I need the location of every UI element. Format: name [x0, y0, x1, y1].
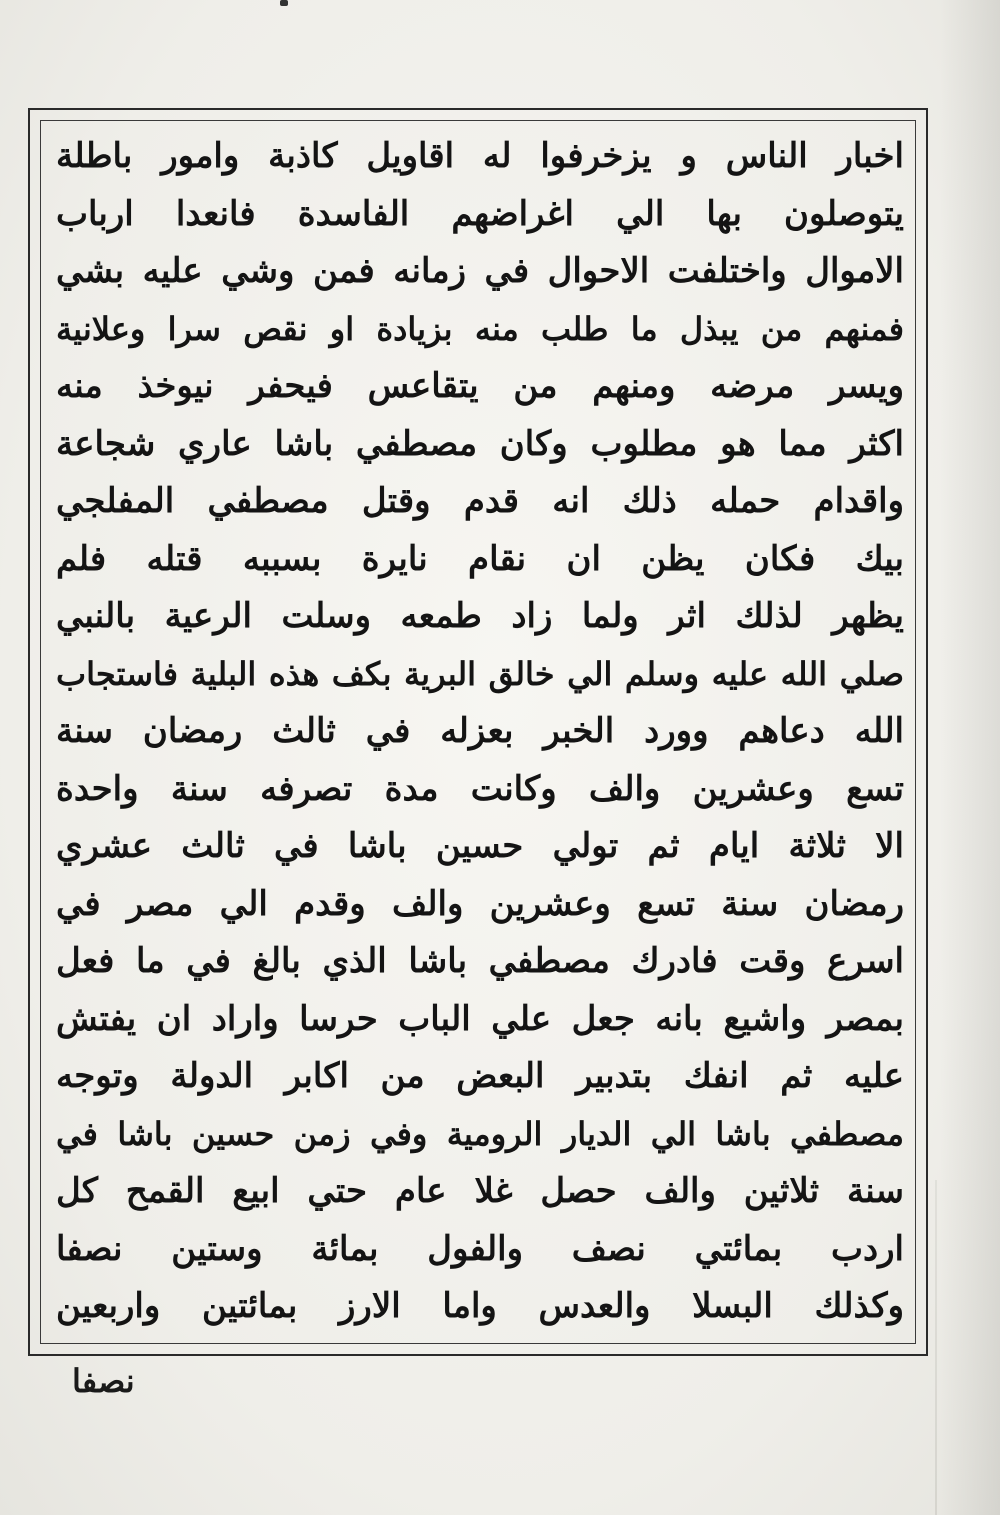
text-line: فمنهم من يبذل ما طلب منه بزيادة او نقص سرا وعلانية — [56, 309, 904, 348]
text-line: وكذلك البسلا والعدس واما الارز بمائتين واربعين — [56, 1286, 904, 1326]
text-line: اكثر مما هو مطلوب وكان مصطفي باشا عاري شجاعة — [56, 423, 904, 464]
text-line: مصطفي باشا الي الديار الرومية وفي زمن حسين باشا في — [56, 1114, 904, 1153]
text-line: تسع وعشرين والف وكانت مدة تصرفه سنة واحدة — [56, 768, 904, 809]
text-line: اردب بمائتي نصف والفول بمائة وستين نصفا — [56, 1228, 904, 1269]
text-line: يتوصلون بها الي اغراضهم الفاسدة فانعدا ارباب — [56, 193, 904, 234]
manuscript-text-block — [56, 128, 904, 1338]
page-fold — [935, 1180, 937, 1515]
text-line: سنة ثلاثين والف حصل غلا عام حتي ابيع القمح كل — [56, 1171, 904, 1211]
text-line: اخبار الناس و يزخرفوا له اقاويل كاذبة وامور باطلة — [56, 136, 904, 176]
ink-mark — [280, 0, 288, 6]
page-edge-shadow — [940, 0, 1000, 1515]
text-line: اسرع وقت فادرك مصطفي باشا الذي بالغ في ما فعل — [56, 941, 904, 981]
text-line: بمصر واشيع بانه جعل علي الباب حرسا واراد ان يفتش — [56, 998, 904, 1039]
text-line: بيك فكان يظن ان نقام نايرة بسببه قتله فلم — [56, 538, 904, 579]
text-line: صلي الله عليه وسلم الي خالق البرية بكف هذه البلية فاستجاب — [56, 654, 904, 693]
text-line: الله دعاهم وورد الخبر بعزله في ثالث رمضان سنة — [56, 711, 904, 751]
text-line: ويسر مرضه ومنهم من يتقاعس فيحفر نيوخذ منه — [56, 366, 904, 406]
text-line: واقدام حمله ذلك انه قدم وقتل مصطفي المفلجي — [56, 481, 904, 521]
text-line: يظهر لذلك اثر ولما زاد طمعه وسلت الرعية بالنبي — [56, 596, 904, 636]
text-line: الاموال واختلفت الاحوال في زمانه فمن وشي عليه بشي — [56, 251, 904, 291]
text-line: عليه ثم انفك بتدبير البعض من اكابر الدولة وتوجه — [56, 1056, 904, 1096]
text-line: رمضان سنة تسع وعشرين والف وقدم الي مصر في — [56, 883, 904, 924]
catchword: نصفا — [72, 1362, 135, 1400]
text-line: الا ثلاثة ايام ثم تولي حسين باشا في ثالث عشري — [56, 826, 904, 866]
